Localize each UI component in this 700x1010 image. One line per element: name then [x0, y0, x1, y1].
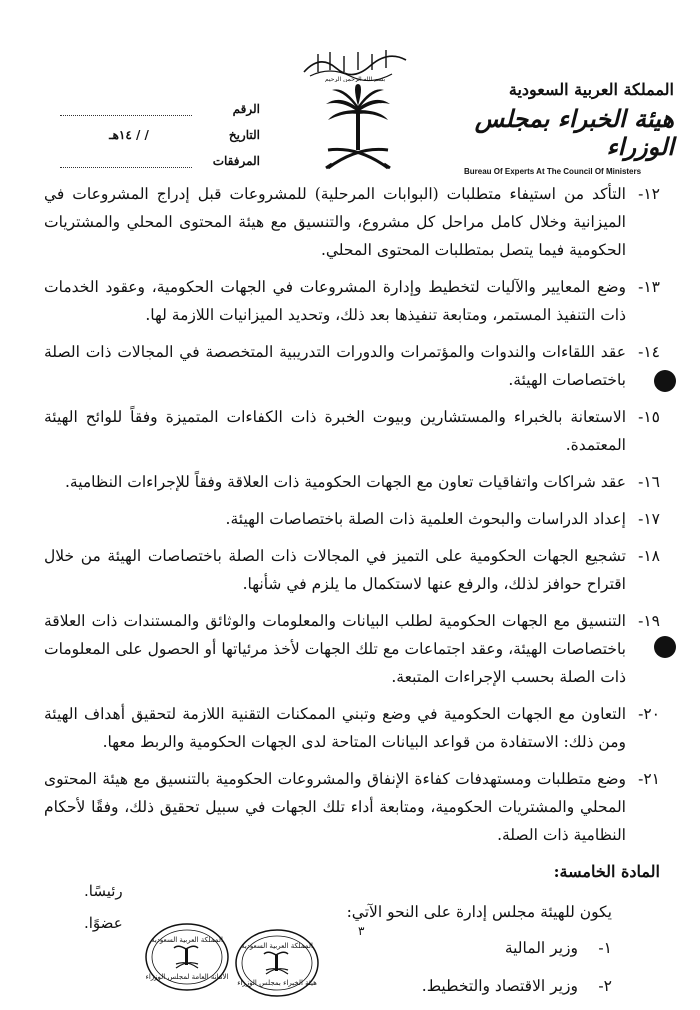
svg-text:الأمانة العامة لمجلس الوزراء: الأمانة العامة لمجلس الوزراء — [145, 973, 229, 981]
member-number: ١- — [598, 939, 612, 957]
ref-number-line — [60, 101, 192, 116]
item-text: الاستعانة بالخبراء والمستشارين وبيوت الخبرة ذات الكفاءات المتميزة وفقاً للوائح الهيئة المعتمدة. — [44, 408, 626, 454]
svg-text:بسم الله الرحمن الرحيم: بسم الله الرحمن الرحيم — [324, 76, 386, 82]
bureau-name-arabic: هيئة الخبراء بمجلس الوزراء — [474, 104, 674, 161]
item-number: ١٥- — [638, 408, 660, 426]
member-number: ٢- — [598, 977, 612, 995]
list-item — [44, 180, 660, 264]
item-number: ١٨- — [638, 547, 660, 565]
board-member — [44, 972, 660, 1000]
bismillah-calligraphy — [300, 46, 410, 82]
item-number: ٢١- — [638, 770, 660, 788]
item-number: ١٣- — [638, 278, 660, 296]
list-item — [44, 468, 660, 496]
item-number: ١٧- — [638, 510, 660, 528]
page-number: ٣ — [358, 924, 365, 938]
member-role: رئيسًا. — [84, 882, 123, 900]
list-item — [44, 505, 660, 533]
palm-and-swords-icon — [322, 84, 394, 172]
date-value: / / ١٤هـ — [109, 128, 149, 142]
list-item — [44, 607, 660, 691]
item-number: ٢٠- — [638, 705, 660, 723]
member-name: وزير الاقتصاد والتخطيط. — [421, 977, 578, 995]
list-item — [44, 542, 660, 598]
svg-text:المملكة العربية السعودية: المملكة العربية السعودية — [151, 936, 223, 944]
item-text: تشجيع الجهات الحكومية على التميز في المجالات ذات الصلة باختصاصات الهيئة من خلال اقتراح حوافز لذلك، والرفع عنها لاستكمال ما يلزم في شأنها. — [44, 547, 626, 593]
issuer-block — [464, 80, 674, 176]
bureau-name-english: Bureau Of Experts At The Council Of Ministers — [464, 167, 642, 176]
list-item — [44, 700, 660, 756]
svg-text:هيئة الخبراء بمجلس الوزراء: هيئة الخبراء بمجلس الوزراء — [237, 979, 317, 987]
list-item — [44, 273, 660, 329]
list-item — [44, 403, 660, 459]
reference-block — [60, 90, 260, 168]
item-number: ١٤- — [638, 343, 660, 361]
item-text: التأكد من استيفاء متطلبات (البوابات المرحلية) للمشروعات قبل إدراج المشروعات في الميزانية وخلال كامل مراحل كل مشروع، والتنسيق مع هيئة المحتوى المحلي والمشتريات الحكومية فيما يتصل بمتطلبات المحتوى المحلي. — [44, 185, 626, 259]
item-text: التعاون مع الجهات الحكومية في وضع وتبني الممكنات التقنية اللازمة لتحقيق أهداف الهيئة ومن ذلك: الاستفادة من قواعد البيانات المتاحة لدى الجهات الحكومية والربط معها. — [44, 705, 626, 751]
svg-text:المملكة العربية السعودية: المملكة العربية السعودية — [241, 942, 313, 950]
attachments-label: المرفقات — [212, 154, 260, 168]
list-item — [44, 338, 660, 394]
ref-number-row — [60, 90, 260, 116]
board-intro: يكون للهيئة مجلس إدارة على النحو الآتي: — [346, 903, 612, 921]
member-name: وزير المالية — [504, 939, 578, 957]
date-label: التاريخ — [228, 128, 260, 142]
kingdom-name: المملكة العربية السعودية — [508, 80, 674, 99]
attachments-row — [60, 142, 260, 168]
item-number: ١٩- — [638, 612, 660, 630]
seal-stamp-icon — [144, 922, 230, 992]
item-text: وضع متطلبات ومستهدفات كفاءة الإنفاق والمشروعات الحكومية بالتنسيق مع هيئة المحتوى المحلي والمشتريات الحكومية، ومتابعة أداء تلك الجهات في سبيل تحقيق ذلك، وفقًا لأحكام النظامية ذات الصلة. — [44, 770, 626, 844]
article-heading: المادة الخامسة: — [553, 862, 660, 881]
document-body — [44, 180, 660, 1010]
date-row — [60, 116, 260, 142]
item-text: إعداد الدراسات والبحوث العلمية ذات الصلة باختصاصات الهيئة. — [225, 510, 626, 528]
item-text: عقد شراكات واتفاقيات تعاون مع الجهات الحكومية ذات العلاقة وفقاً للإجراءات النظامية. — [64, 473, 626, 491]
member-role: عضوًا. — [84, 914, 123, 932]
item-number: ١٢- — [638, 185, 660, 203]
item-number: ١٦- — [638, 473, 660, 491]
ref-number-label: الرقم — [232, 102, 260, 116]
seal-stamp-icon — [234, 928, 320, 998]
item-text: وضع المعايير والآليات لتخطيط وإدارة المشروعات في الجهات الحكومية، وعقود الخدمات ذات التنفيذ المستمر، ومتابعة تنفيذها بعد ذلك، وتحديد الميزانيات اللازمة لها. — [44, 278, 626, 324]
punch-hole — [654, 636, 676, 658]
board-member — [44, 934, 660, 962]
item-text: عقد اللقاءات والندوات والمؤتمرات والدورات التدريبية المتخصصة في المجالات ذات الصلة باختصاصات الهيئة. — [44, 343, 626, 389]
item-text: التنسيق مع الجهات الحكومية لطلب البيانات والمعلومات والوثائق والمستندات ذات العلاقة باختصاصات الهيئة، وعقد اجتماعات مع تلك الجهات لأخذ مرئياتها أو الحصول على المعلومات ذات الصلة بحسب الإجراءات المتبعة. — [44, 612, 626, 686]
list-item — [44, 765, 660, 849]
attachments-line — [60, 153, 192, 168]
punch-hole — [654, 370, 676, 392]
